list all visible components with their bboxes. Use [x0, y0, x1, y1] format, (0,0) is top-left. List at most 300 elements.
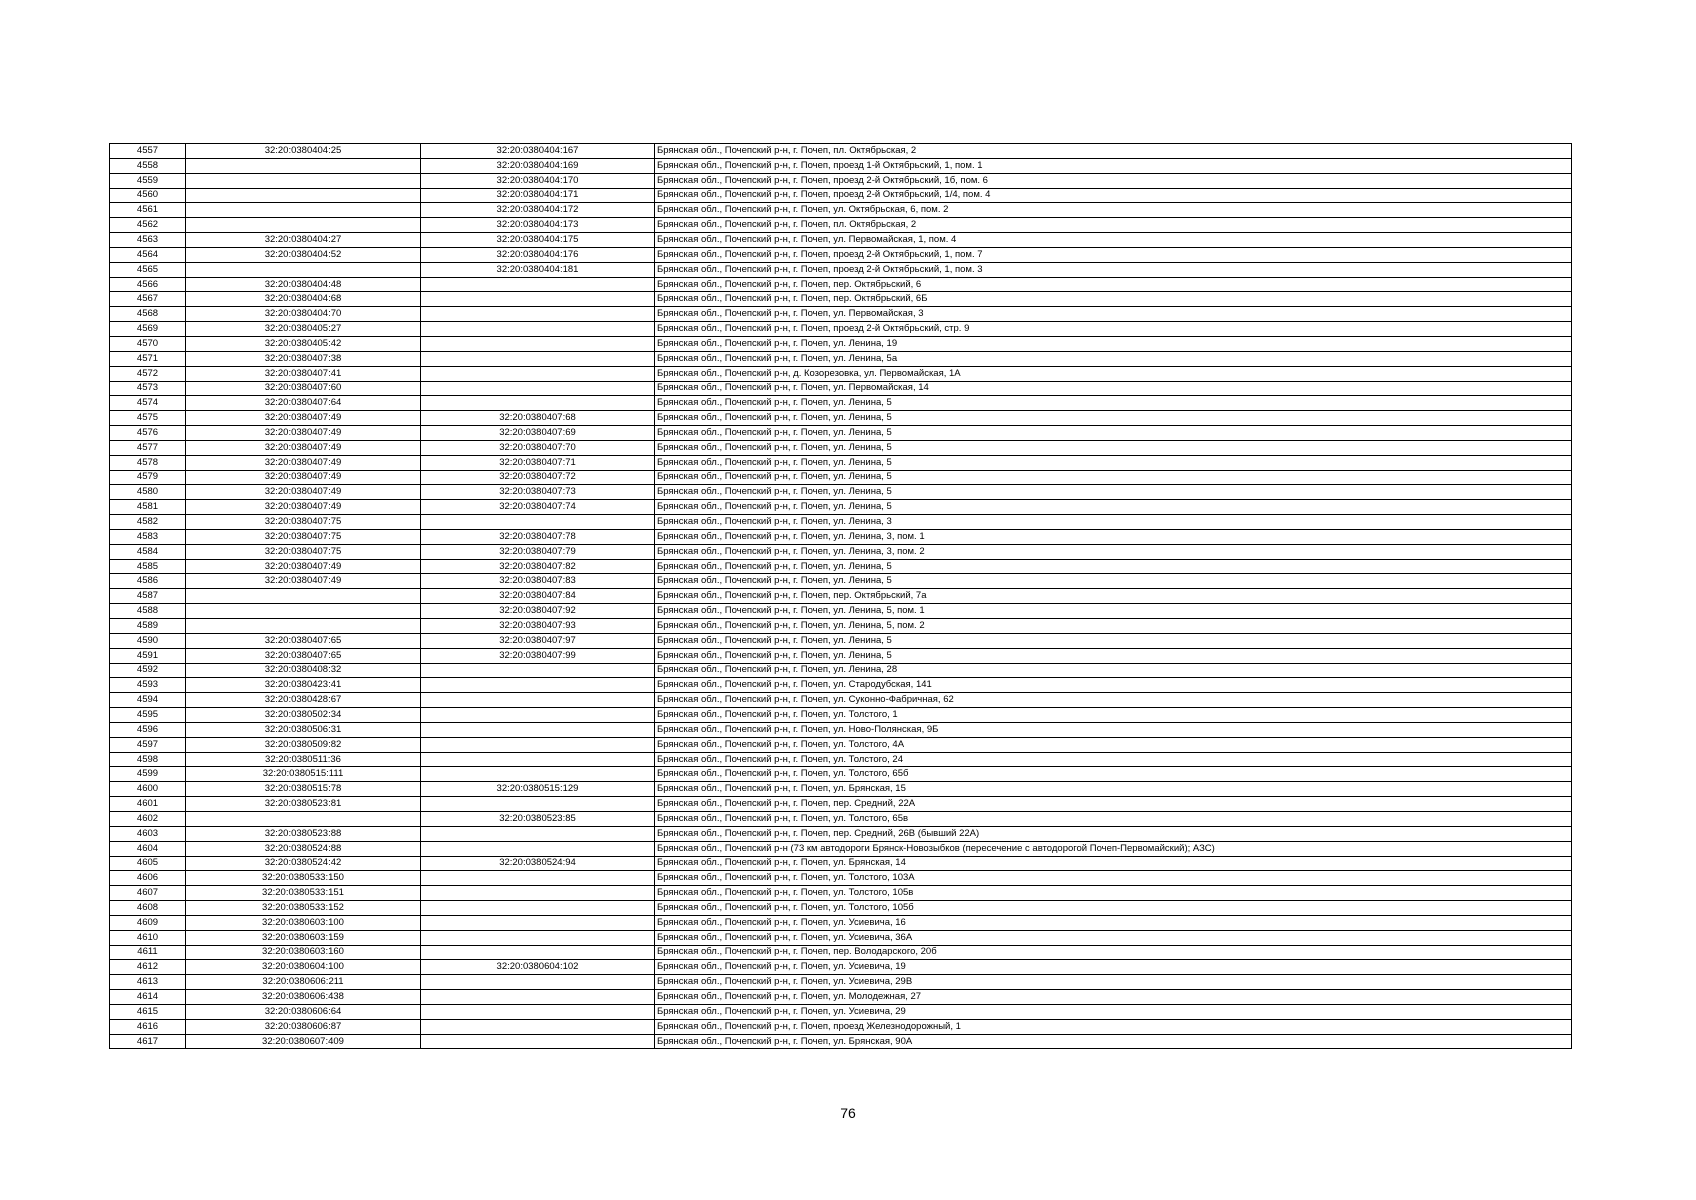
- building-number-cell: [421, 737, 655, 752]
- building-number-cell: [421, 1004, 655, 1019]
- row-number-cell: 4598: [110, 752, 186, 767]
- row-number-cell: 4614: [110, 990, 186, 1005]
- table-row: [110, 633, 1572, 648]
- cadastral-number-cell: 32:20:0380511:36: [186, 752, 421, 767]
- cadastral-number-cell: 32:20:0380407:49: [186, 470, 421, 485]
- address-cell: Брянская обл., Почепский р-н, г. Почеп, ул. Ленина, 5, пом. 1: [655, 604, 1572, 619]
- address-cell: Брянская обл., Почепский р-н, г. Почеп, ул. Суконно-Фабричная, 62: [655, 693, 1572, 708]
- table-row: [110, 247, 1572, 262]
- row-number-cell: 4617: [110, 1034, 186, 1049]
- cadastral-number-cell: 32:20:0380407:60: [186, 381, 421, 396]
- table-row: [110, 811, 1572, 826]
- building-number-cell: [421, 767, 655, 782]
- building-number-cell: 32:20:0380523:85: [421, 811, 655, 826]
- row-number-cell: 4612: [110, 960, 186, 975]
- address-cell: Брянская обл., Почепский р-н, г. Почеп, проезд 1-й Октябрьский, 1, пом. 1: [655, 158, 1572, 173]
- table-row: [110, 841, 1572, 856]
- table-row: [110, 782, 1572, 797]
- address-cell: Брянская обл., Почепский р-н, г. Почеп, ул. Ленина, 5а: [655, 351, 1572, 366]
- row-number-cell: 4596: [110, 722, 186, 737]
- cadastral-number-cell: 32:20:0380407:49: [186, 440, 421, 455]
- cadastral-number-cell: 32:20:0380404:48: [186, 277, 421, 292]
- building-number-cell: [421, 1034, 655, 1049]
- table-row: [110, 1019, 1572, 1034]
- cadastral-number-cell: 32:20:0380533:152: [186, 901, 421, 916]
- row-number-cell: 4572: [110, 366, 186, 381]
- row-number-cell: 4595: [110, 708, 186, 723]
- building-number-cell: 32:20:0380407:99: [421, 648, 655, 663]
- building-number-cell: 32:20:0380404:175: [421, 233, 655, 248]
- building-number-cell: 32:20:0380524:94: [421, 856, 655, 871]
- address-cell: Брянская обл., Почепский р-н, г. Почеп, пер. Октябрьский, 7а: [655, 589, 1572, 604]
- cadastral-number-cell: 32:20:0380407:41: [186, 366, 421, 381]
- address-cell: Брянская обл., Почепский р-н, г. Почеп, ул. Ленина, 3, пом. 2: [655, 544, 1572, 559]
- table-row: [110, 485, 1572, 500]
- table-row: [110, 144, 1572, 159]
- row-number-cell: 4582: [110, 515, 186, 530]
- table-row: [110, 722, 1572, 737]
- cadastral-number-cell: [186, 811, 421, 826]
- cadastral-number-cell: 32:20:0380407:65: [186, 633, 421, 648]
- table-row: [110, 945, 1572, 960]
- row-number-cell: 4586: [110, 574, 186, 589]
- row-number-cell: 4570: [110, 336, 186, 351]
- address-cell: Брянская обл., Почепский р-н, г. Почеп, ул. Толстого, 1: [655, 708, 1572, 723]
- cadastral-number-cell: 32:20:0380407:49: [186, 411, 421, 426]
- address-cell: Брянская обл., Почепский р-н, г. Почеп, ул. Ленина, 3: [655, 515, 1572, 530]
- table-row: [110, 915, 1572, 930]
- address-cell: Брянская обл., Почепский р-н, г. Почеп, ул. Усиевича, 16: [655, 915, 1572, 930]
- row-number-cell: 4583: [110, 529, 186, 544]
- address-cell: Брянская обл., Почепский р-н (73 км автодороги Брянск-Новозыбков (пересечение с автодорогой Почеп-Первомайский); АЗС): [655, 841, 1572, 856]
- row-number-cell: 4574: [110, 396, 186, 411]
- address-cell: Брянская обл., Почепский р-н, г. Почеп, пер. Володарского, 20б: [655, 945, 1572, 960]
- building-number-cell: 32:20:0380404:181: [421, 262, 655, 277]
- table-row: [110, 470, 1572, 485]
- address-cell: Брянская обл., Почепский р-н, г. Почеп, ул. Ленина, 5: [655, 440, 1572, 455]
- address-cell: Брянская обл., Почепский р-н, г. Почеп, ул. Толстого, 105в: [655, 886, 1572, 901]
- building-number-cell: 32:20:0380407:68: [421, 411, 655, 426]
- row-number-cell: 4610: [110, 930, 186, 945]
- cadastral-number-cell: 32:20:0380407:75: [186, 544, 421, 559]
- row-number-cell: 4581: [110, 500, 186, 515]
- cadastral-number-cell: 32:20:0380606:438: [186, 990, 421, 1005]
- building-number-cell: [421, 693, 655, 708]
- address-cell: Брянская обл., Почепский р-н, г. Почеп, ул. Ленина, 5: [655, 574, 1572, 589]
- building-number-cell: [421, 396, 655, 411]
- address-cell: Брянская обл., Почепский р-н, г. Почеп, пер. Средний, 22А: [655, 797, 1572, 812]
- cadastral-number-cell: 32:20:0380404:68: [186, 292, 421, 307]
- address-cell: Брянская обл., Почепский р-н, г. Почеп, проезд 2-й Октябрьский, 1, пом. 7: [655, 247, 1572, 262]
- address-cell: Брянская обл., Почепский р-н, г. Почеп, ул. Ново-Полянская, 9Б: [655, 722, 1572, 737]
- building-number-cell: [421, 307, 655, 322]
- row-number-cell: 4561: [110, 203, 186, 218]
- table-row: [110, 455, 1572, 470]
- table-row: [110, 901, 1572, 916]
- row-number-cell: 4584: [110, 544, 186, 559]
- row-number-cell: 4562: [110, 218, 186, 233]
- address-cell: Брянская обл., Почепский р-н, г. Почеп, ул. Усиевича, 36А: [655, 930, 1572, 945]
- address-cell: Брянская обл., Почепский р-н, г. Почеп, проезд 2-й Октябрьский, 1, пом. 3: [655, 262, 1572, 277]
- address-cell: Брянская обл., Почепский р-н, г. Почеп, ул. Усиевича, 29: [655, 1004, 1572, 1019]
- building-number-cell: [421, 336, 655, 351]
- row-number-cell: 4594: [110, 693, 186, 708]
- address-cell: Брянская обл., Почепский р-н, г. Почеп, ул. Ленина, 5: [655, 426, 1572, 441]
- cadastral-number-cell: 32:20:0380603:160: [186, 945, 421, 960]
- table-row: [110, 708, 1572, 723]
- table-row: [110, 648, 1572, 663]
- table-row: [110, 336, 1572, 351]
- row-number-cell: 4579: [110, 470, 186, 485]
- table-row: [110, 574, 1572, 589]
- building-number-cell: 32:20:0380407:83: [421, 574, 655, 589]
- building-number-cell: [421, 708, 655, 723]
- building-number-cell: 32:20:0380404:176: [421, 247, 655, 262]
- address-cell: Брянская обл., Почепский р-н, г. Почеп, ул. Стародубская, 141: [655, 678, 1572, 693]
- building-number-cell: 32:20:0380407:93: [421, 619, 655, 634]
- address-cell: Брянская обл., Почепский р-н, г. Почеп, ул. Усиевича, 29В: [655, 975, 1572, 990]
- cadastral-number-cell: [186, 173, 421, 188]
- cadastral-number-cell: 32:20:0380604:100: [186, 960, 421, 975]
- table-row: [110, 307, 1572, 322]
- building-number-cell: 32:20:0380404:167: [421, 144, 655, 159]
- cadastral-number-cell: [186, 619, 421, 634]
- cadastral-number-cell: 32:20:0380407:49: [186, 559, 421, 574]
- building-number-cell: [421, 797, 655, 812]
- row-number-cell: 4613: [110, 975, 186, 990]
- building-number-cell: [421, 277, 655, 292]
- table-row: [110, 737, 1572, 752]
- address-cell: Брянская обл., Почепский р-н, г. Почеп, пер. Средний, 26В (бывший 22А): [655, 826, 1572, 841]
- cadastral-number-cell: 32:20:0380606:64: [186, 1004, 421, 1019]
- cadastral-number-cell: 32:20:0380533:151: [186, 886, 421, 901]
- records-table-body: [110, 144, 1572, 1049]
- row-number-cell: 4578: [110, 455, 186, 470]
- address-cell: Брянская обл., Почепский р-н, г. Почеп, ул. Ленина, 5: [655, 396, 1572, 411]
- building-number-cell: [421, 663, 655, 678]
- building-number-cell: 32:20:0380404:172: [421, 203, 655, 218]
- address-cell: Брянская обл., Почепский р-н, г. Почеп, пер. Октябрьский, 6: [655, 277, 1572, 292]
- row-number-cell: 4567: [110, 292, 186, 307]
- cadastral-number-cell: 32:20:0380404:25: [186, 144, 421, 159]
- row-number-cell: 4571: [110, 351, 186, 366]
- building-number-cell: 32:20:0380407:73: [421, 485, 655, 500]
- row-number-cell: 4601: [110, 797, 186, 812]
- table-row: [110, 188, 1572, 203]
- building-number-cell: 32:20:0380407:74: [421, 500, 655, 515]
- cadastral-number-cell: 32:20:0380407:75: [186, 515, 421, 530]
- cadastral-number-cell: 32:20:0380515:111: [186, 767, 421, 782]
- cadastral-number-cell: 32:20:0380509:82: [186, 737, 421, 752]
- address-cell: Брянская обл., Почепский р-н, г. Почеп, ул. Первомайская, 3: [655, 307, 1572, 322]
- address-cell: Брянская обл., Почепский р-н, г. Почеп, ул. Ленина, 5: [655, 470, 1572, 485]
- table-row: [110, 351, 1572, 366]
- table-row: [110, 218, 1572, 233]
- building-number-cell: 32:20:0380404:173: [421, 218, 655, 233]
- row-number-cell: 4566: [110, 277, 186, 292]
- building-number-cell: [421, 945, 655, 960]
- cadastral-number-cell: 32:20:0380603:100: [186, 915, 421, 930]
- building-number-cell: 32:20:0380407:69: [421, 426, 655, 441]
- row-number-cell: 4608: [110, 901, 186, 916]
- row-number-cell: 4573: [110, 381, 186, 396]
- building-number-cell: [421, 871, 655, 886]
- address-cell: Брянская обл., Почепский р-н, г. Почеп, пл. Октябрьская, 2: [655, 144, 1572, 159]
- table-row: [110, 173, 1572, 188]
- row-number-cell: 4616: [110, 1019, 186, 1034]
- table-row: [110, 975, 1572, 990]
- address-cell: Брянская обл., Почепский р-н, г. Почеп, ул. Толстого, 105б: [655, 901, 1572, 916]
- cadastral-number-cell: 32:20:0380407:38: [186, 351, 421, 366]
- building-number-cell: [421, 351, 655, 366]
- row-number-cell: 4593: [110, 678, 186, 693]
- address-cell: Брянская обл., Почепский р-н, г. Почеп, ул. Молодежная, 27: [655, 990, 1572, 1005]
- address-cell: Брянская обл., Почепский р-н, г. Почеп, ул. Брянская, 15: [655, 782, 1572, 797]
- building-number-cell: [421, 901, 655, 916]
- table-row: [110, 663, 1572, 678]
- address-cell: Брянская обл., Почепский р-н, г. Почеп, ул. Ленина, 19: [655, 336, 1572, 351]
- cadastral-number-cell: 32:20:0380524:88: [186, 841, 421, 856]
- cadastral-number-cell: 32:20:0380502:34: [186, 708, 421, 723]
- row-number-cell: 4589: [110, 619, 186, 634]
- table-row: [110, 158, 1572, 173]
- table-row: [110, 826, 1572, 841]
- cadastral-number-cell: 32:20:0380428:67: [186, 693, 421, 708]
- row-number-cell: 4615: [110, 1004, 186, 1019]
- table-row: [110, 322, 1572, 337]
- address-cell: Брянская обл., Почепский р-н, г. Почеп, проезд 2-й Октябрьский, 1/4, пом. 4: [655, 188, 1572, 203]
- building-number-cell: [421, 841, 655, 856]
- building-number-cell: [421, 722, 655, 737]
- table-row: [110, 544, 1572, 559]
- row-number-cell: 4591: [110, 648, 186, 663]
- cadastral-number-cell: 32:20:0380407:75: [186, 529, 421, 544]
- address-cell: Брянская обл., Почепский р-н, г. Почеп, ул. Ленина, 3, пом. 1: [655, 529, 1572, 544]
- table-row: [110, 930, 1572, 945]
- building-number-cell: 32:20:0380407:97: [421, 633, 655, 648]
- building-number-cell: 32:20:0380404:169: [421, 158, 655, 173]
- building-number-cell: 32:20:0380604:102: [421, 960, 655, 975]
- building-number-cell: 32:20:0380407:70: [421, 440, 655, 455]
- table-row: [110, 1004, 1572, 1019]
- cadastral-number-cell: [186, 589, 421, 604]
- building-number-cell: [421, 366, 655, 381]
- address-cell: Брянская обл., Почепский р-н, г. Почеп, ул. Первомайская, 1, пом. 4: [655, 233, 1572, 248]
- table-row: [110, 752, 1572, 767]
- address-cell: Брянская обл., Почепский р-н, г. Почеп, ул. Ленина, 5: [655, 485, 1572, 500]
- building-number-cell: 32:20:0380407:78: [421, 529, 655, 544]
- address-cell: Брянская обл., Почепский р-н, г. Почеп, ул. Ленина, 5: [655, 559, 1572, 574]
- cadastral-number-cell: 32:20:0380423:41: [186, 678, 421, 693]
- records-table: [109, 143, 1572, 1049]
- building-number-cell: [421, 322, 655, 337]
- row-number-cell: 4565: [110, 262, 186, 277]
- address-cell: Брянская обл., Почепский р-н, г. Почеп, ул. Ленина, 5: [655, 633, 1572, 648]
- building-number-cell: 32:20:0380404:170: [421, 173, 655, 188]
- building-number-cell: 32:20:0380407:82: [421, 559, 655, 574]
- address-cell: Брянская обл., Почепский р-н, г. Почеп, проезд 2-й Октябрьский, стр. 9: [655, 322, 1572, 337]
- cadastral-number-cell: 32:20:0380603:159: [186, 930, 421, 945]
- row-number-cell: 4557: [110, 144, 186, 159]
- cadastral-number-cell: 32:20:0380523:88: [186, 826, 421, 841]
- cadastral-number-cell: [186, 604, 421, 619]
- building-number-cell: [421, 990, 655, 1005]
- row-number-cell: 4568: [110, 307, 186, 322]
- row-number-cell: 4605: [110, 856, 186, 871]
- row-number-cell: 4602: [110, 811, 186, 826]
- address-cell: Брянская обл., Почепский р-н, г. Почеп, ул. Брянская, 90А: [655, 1034, 1572, 1049]
- table-row: [110, 440, 1572, 455]
- row-number-cell: 4569: [110, 322, 186, 337]
- table-row: [110, 515, 1572, 530]
- table-row: [110, 262, 1572, 277]
- row-number-cell: 4597: [110, 737, 186, 752]
- address-cell: Брянская обл., Почепский р-н, г. Почеп, ул. Брянская, 14: [655, 856, 1572, 871]
- table-row: [110, 589, 1572, 604]
- address-cell: Брянская обл., Почепский р-н, г. Почеп, ул. Ленина, 5: [655, 455, 1572, 470]
- table-row: [110, 529, 1572, 544]
- cadastral-number-cell: [186, 218, 421, 233]
- row-number-cell: 4588: [110, 604, 186, 619]
- building-number-cell: 32:20:0380407:79: [421, 544, 655, 559]
- building-number-cell: [421, 915, 655, 930]
- table-row: [110, 500, 1572, 515]
- cadastral-number-cell: 32:20:0380523:81: [186, 797, 421, 812]
- building-number-cell: [421, 381, 655, 396]
- building-number-cell: [421, 826, 655, 841]
- row-number-cell: 4558: [110, 158, 186, 173]
- table-row: [110, 604, 1572, 619]
- table-row: [110, 767, 1572, 782]
- row-number-cell: 4564: [110, 247, 186, 262]
- building-number-cell: 32:20:0380407:71: [421, 455, 655, 470]
- cadastral-number-cell: 32:20:0380404:27: [186, 233, 421, 248]
- address-cell: Брянская обл., Почепский р-н, г. Почеп, ул. Ленина, 5: [655, 411, 1572, 426]
- table-row: [110, 856, 1572, 871]
- table-row: [110, 203, 1572, 218]
- cadastral-number-cell: [186, 188, 421, 203]
- row-number-cell: 4592: [110, 663, 186, 678]
- row-number-cell: 4611: [110, 945, 186, 960]
- building-number-cell: 32:20:0380407:72: [421, 470, 655, 485]
- address-cell: Брянская обл., Почепский р-н, г. Почеп, ул. Толстого, 24: [655, 752, 1572, 767]
- table-row: [110, 426, 1572, 441]
- cadastral-number-cell: [186, 158, 421, 173]
- row-number-cell: 4576: [110, 426, 186, 441]
- cadastral-number-cell: 32:20:0380407:49: [186, 485, 421, 500]
- address-cell: Брянская обл., Почепский р-н, г. Почеп, ул. Толстого, 103А: [655, 871, 1572, 886]
- table-row: [110, 693, 1572, 708]
- table-row: [110, 366, 1572, 381]
- table-row: [110, 678, 1572, 693]
- address-cell: Брянская обл., Почепский р-н, г. Почеп, ул. Толстого, 65б: [655, 767, 1572, 782]
- address-cell: Брянская обл., Почепский р-н, д. Козорезовка, ул. Первомайская, 1А: [655, 366, 1572, 381]
- row-number-cell: 4560: [110, 188, 186, 203]
- table-row: [110, 396, 1572, 411]
- building-number-cell: 32:20:0380404:171: [421, 188, 655, 203]
- table-row: [110, 886, 1572, 901]
- address-cell: Брянская обл., Почепский р-н, г. Почеп, пер. Октябрьский, 6Б: [655, 292, 1572, 307]
- cadastral-number-cell: 32:20:0380405:42: [186, 336, 421, 351]
- cadastral-number-cell: 32:20:0380404:70: [186, 307, 421, 322]
- table-row: [110, 797, 1572, 812]
- table-row: [110, 277, 1572, 292]
- building-number-cell: 32:20:0380515:129: [421, 782, 655, 797]
- cadastral-number-cell: [186, 203, 421, 218]
- address-cell: Брянская обл., Почепский р-н, г. Почеп, ул. Ленина, 28: [655, 663, 1572, 678]
- row-number-cell: 4575: [110, 411, 186, 426]
- table-row: [110, 233, 1572, 248]
- row-number-cell: 4599: [110, 767, 186, 782]
- building-number-cell: [421, 515, 655, 530]
- building-number-cell: [421, 886, 655, 901]
- cadastral-number-cell: 32:20:0380515:78: [186, 782, 421, 797]
- table-row: [110, 411, 1572, 426]
- cadastral-number-cell: 32:20:0380407:49: [186, 455, 421, 470]
- building-number-cell: [421, 292, 655, 307]
- table-row: [110, 619, 1572, 634]
- address-cell: Брянская обл., Почепский р-н, г. Почеп, проезд 2-й Октябрьский, 1б, пом. 6: [655, 173, 1572, 188]
- cadastral-number-cell: 32:20:0380407:49: [186, 426, 421, 441]
- cadastral-number-cell: 32:20:0380404:52: [186, 247, 421, 262]
- address-cell: Брянская обл., Почепский р-н, г. Почеп, проезд Железнодорожный, 1: [655, 1019, 1572, 1034]
- address-cell: Брянская обл., Почепский р-н, г. Почеп, пл. Октябрьская, 2: [655, 218, 1572, 233]
- cadastral-number-cell: 32:20:0380524:42: [186, 856, 421, 871]
- address-cell: Брянская обл., Почепский р-н, г. Почеп, ул. Усиевича, 19: [655, 960, 1572, 975]
- cadastral-number-cell: 32:20:0380607:409: [186, 1034, 421, 1049]
- row-number-cell: 4563: [110, 233, 186, 248]
- address-cell: Брянская обл., Почепский р-н, г. Почеп, ул. Первомайская, 14: [655, 381, 1572, 396]
- row-number-cell: 4606: [110, 871, 186, 886]
- address-cell: Брянская обл., Почепский р-н, г. Почеп, ул. Толстого, 4А: [655, 737, 1572, 752]
- row-number-cell: 4577: [110, 440, 186, 455]
- table-row: [110, 559, 1572, 574]
- page-number: 76: [840, 1105, 856, 1121]
- table-row: [110, 292, 1572, 307]
- cadastral-number-cell: 32:20:0380407:65: [186, 648, 421, 663]
- building-number-cell: [421, 930, 655, 945]
- cadastral-number-cell: 32:20:0380506:31: [186, 722, 421, 737]
- cadastral-number-cell: 32:20:0380407:49: [186, 574, 421, 589]
- building-number-cell: 32:20:0380407:92: [421, 604, 655, 619]
- address-cell: Брянская обл., Почепский р-н, г. Почеп, ул. Ленина, 5, пом. 2: [655, 619, 1572, 634]
- row-number-cell: 4585: [110, 559, 186, 574]
- cadastral-number-cell: [186, 262, 421, 277]
- address-cell: Брянская обл., Почепский р-н, г. Почеп, ул. Толстого, 65в: [655, 811, 1572, 826]
- cadastral-number-cell: 32:20:0380405:27: [186, 322, 421, 337]
- table-row: [110, 990, 1572, 1005]
- row-number-cell: 4559: [110, 173, 186, 188]
- table-row: [110, 871, 1572, 886]
- address-cell: Брянская обл., Почепский р-н, г. Почеп, ул. Ленина, 5: [655, 500, 1572, 515]
- cadastral-number-cell: 32:20:0380407:49: [186, 500, 421, 515]
- row-number-cell: 4604: [110, 841, 186, 856]
- cadastral-number-cell: 32:20:0380533:150: [186, 871, 421, 886]
- building-number-cell: [421, 1019, 655, 1034]
- address-cell: Брянская обл., Почепский р-н, г. Почеп, ул. Ленина, 5: [655, 648, 1572, 663]
- table-row: [110, 960, 1572, 975]
- row-number-cell: 4607: [110, 886, 186, 901]
- row-number-cell: 4590: [110, 633, 186, 648]
- building-number-cell: [421, 678, 655, 693]
- building-number-cell: 32:20:0380407:84: [421, 589, 655, 604]
- table-row: [110, 1034, 1572, 1049]
- row-number-cell: 4580: [110, 485, 186, 500]
- address-cell: Брянская обл., Почепский р-н, г. Почеп, ул. Октябрьская, 6, пом. 2: [655, 203, 1572, 218]
- row-number-cell: 4587: [110, 589, 186, 604]
- cadastral-number-cell: 32:20:0380606:87: [186, 1019, 421, 1034]
- building-number-cell: [421, 975, 655, 990]
